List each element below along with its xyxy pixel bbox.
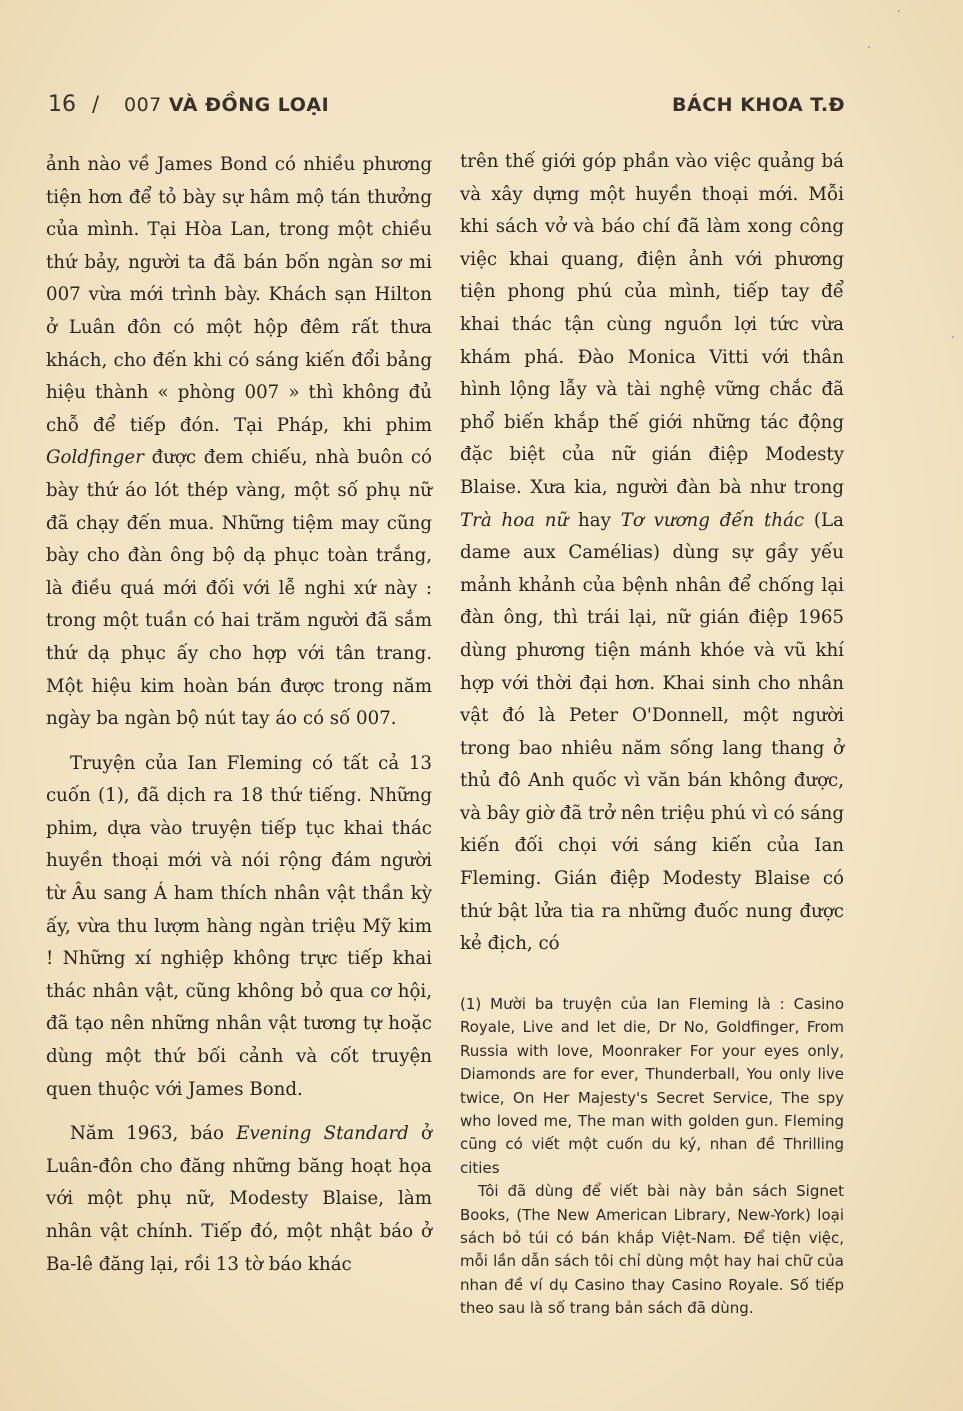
film-title-goldfinger: Goldfinger xyxy=(46,447,144,469)
footnote-1: (1) Mười ba truyện của Ian Fleming là : Casino Royale, Live and let die, Dr No, Goldfinger, From Russia with love, Moonraker For your eyes only, Diamonds are for ever, Thunderball, You only live twice, On Her Majesty's Secret Service, The spy who loved me, The man with golden gun. Fleming cũng có viết một cuốn du ký, nhan đề Thrilling cities xyxy=(460,995,844,1177)
left-p1-rest: được đem chiếu, nhà buôn có bày thứ áo lót thép vàng, một số phụ nữ đã chạy đến mua. Những tiệm may cũng bày cho đàn ông bộ dạ phục toàn trắng, là điều quá mới đối với lễ nghi xứ này : trong một tuần có hai trăm người đã sắm thứ dạ phục ấy cho hợp với tân trang. Một hiệu kim hoàn bán được trong năm ngày ba ngàn bộ nút tay áo có số 007. xyxy=(46,447,432,730)
page-edge-marks xyxy=(853,0,963,1411)
left-paragraph-3 xyxy=(46,1118,432,1281)
page-number: 16 xyxy=(48,92,76,117)
newspaper-title: Evening Standard xyxy=(236,1123,409,1145)
right-column xyxy=(460,146,844,961)
left-p3-b: ở Luân-đôn cho đăng những băng hoạt họa với một phụ nữ, Modesty Blaise, làm nhân vật chính. Tiếp đó, một nhật báo ở Ba-lê đăng lại, rồi 13 tờ báo khác xyxy=(46,1123,432,1275)
edge-mark-1: · xyxy=(896,4,901,20)
section-number: 007 xyxy=(124,94,162,116)
right-p1-mid: hay xyxy=(578,509,611,531)
book-title-to-vuong: Tơ vương đến thác xyxy=(620,509,805,531)
footnote xyxy=(460,993,844,1321)
footnote-2: Tôi đã dùng để viết bài này bản sách Signet Books, (The New American Library, New-York) loại sách bỏ túi có bán khắp Việt-Nam. Để tiện việc, mỗi lần dẫn sách tôi chỉ dùng một hay hai chữ của nhan đề ví dụ Casino thay Casino Royale. Số tiếp theo sau là số trang bản sách đã dùng. xyxy=(460,1182,844,1318)
section-title xyxy=(124,94,329,116)
edge-mark-3: · xyxy=(950,330,955,346)
right-p1-b: (La dame aux Camélias) dùng sự gầy yếu mảnh khảnh của bệnh nhân để chống lại đàn ông, thì trái lại, nữ gián điệp 1965 dùng phương tiện mánh khóe và vũ khí hợp với thời đại hơn. Khai sinh cho nhân vật đó là Peter O'Donnell, một người trong bao nhiêu năm sống lang thang ở thủ đô Anh quốc vì văn bán không được, và bây giờ đã trở nên triệu phú vì có sáng kiến đối chọi với sáng kiến của Ian Fleming. Gián điệp Modesty Blaise có thứ bật lửa tia ra những đuốc nung được kẻ địch, có xyxy=(460,509,844,955)
magazine-name: BÁCH KHOA T.Đ xyxy=(672,94,845,116)
left-p3-a: Năm 1963, báo xyxy=(70,1123,224,1145)
right-p1-a: trên thế giới góp phần vào việc quảng bá và xây dựng một huyền thoại mới. Mỗi khi sách vở và báo chí đã làm xong công việc khai quang, điện ảnh với phương tiện phong phú của mình, tiếp tay để khai thác tận cùng nguồn lợi tức vừa khám phá. Đào Monica Vitti với thân hình lộng lẫy và tài nghệ vững chắc đã phổ biến khắp thế giới những tác động đặc biệt của nữ gián điệp Modesty Blaise. Xưa kia, người đàn bà như trong xyxy=(460,151,844,498)
header-separator: / xyxy=(92,92,100,116)
section-title-text: VÀ ĐỒNG LOẠI xyxy=(168,94,330,116)
page-header xyxy=(48,88,845,120)
left-paragraph-1 xyxy=(46,149,432,736)
left-paragraph-2: Truyện của Ian Fleming có tất cả 13 cuốn (1), đã dịch ra 18 thứ tiếng. Những phim, dựa vào truyện tiếp tục khai thác huyền thoại mới và nói rộng đám người từ Âu sang Á ham thích nhân vật thần kỳ ấy, vừa thu lượm hàng ngàn triệu Mỹ kim ! Những xí nghiệp không trực tiếp khai thác nhân vật, cũng không bỏ qua cơ hội, đã tạo nên những nhân vật tương tự hoặc dùng một thứ bối cảnh và cốt truyện quen thuộc với James Bond. xyxy=(46,752,432,1100)
right-paragraph-1 xyxy=(460,146,844,961)
left-p1-text: ảnh nào về James Bond có nhiều phương tiện hơn để tỏ bày sự hâm mộ tán thưởng của mình. Tại Hòa Lan, trong một chiều thứ bảy, người ta đã bán bốn ngàn sơ mi 007 vừa mới trình bày. Khách sạn Hilton ở Luân đôn có một hộp đêm rất thưa khách, cho đến khi có sáng kiến đổi bảng hiệu thành « phòng 007 » thì không đủ chỗ để tiếp đón. Tại Pháp, khi phim xyxy=(46,154,432,436)
left-column xyxy=(46,149,432,1281)
book-title-tra-hoa-nu: Trà hoa nữ xyxy=(460,509,569,531)
edge-mark-2: · xyxy=(866,40,871,56)
